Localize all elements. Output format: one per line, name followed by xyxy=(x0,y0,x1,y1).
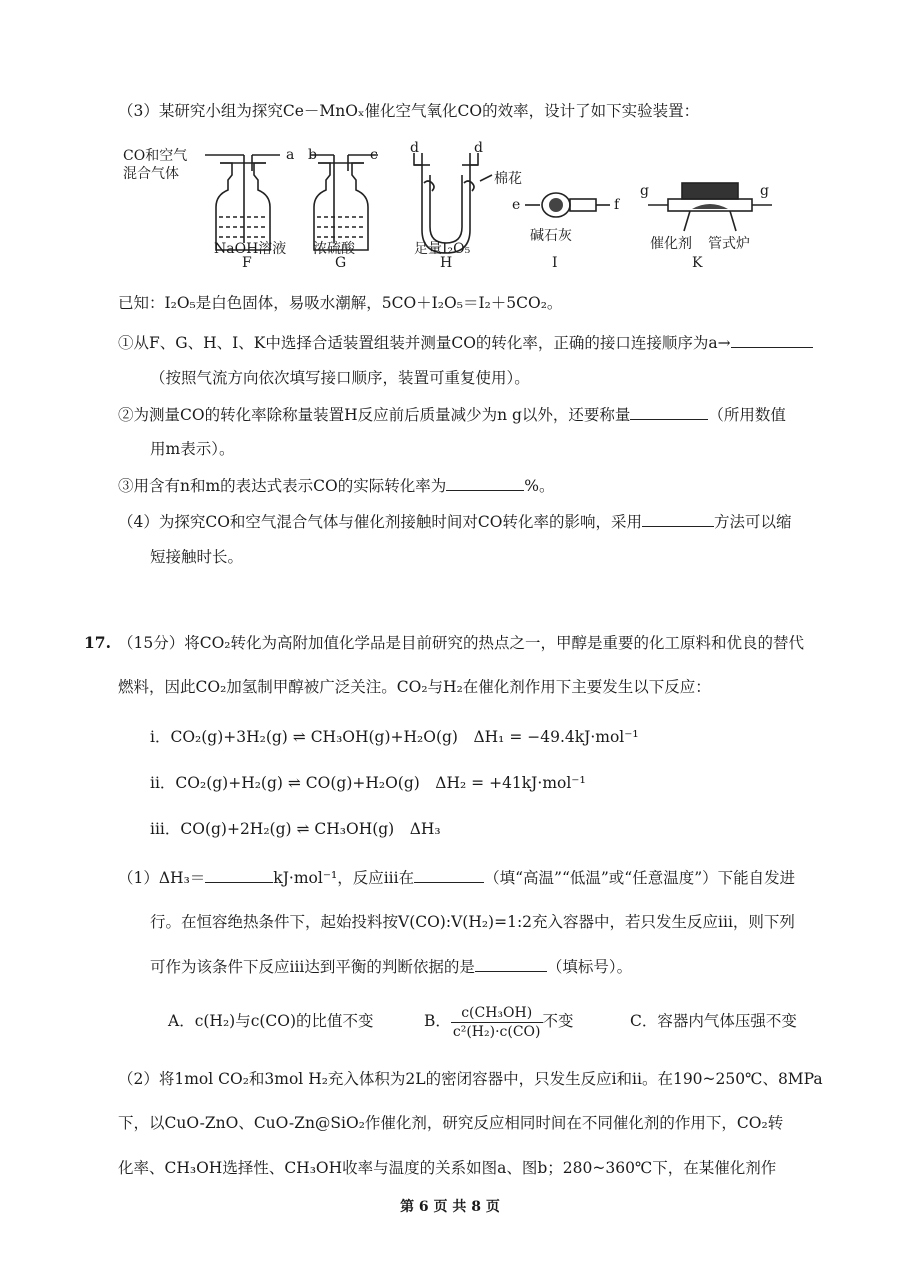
option-b-denominator: c²(H₂)·c(CO) xyxy=(452,1023,541,1040)
q17-intro-line1: （15分）将CO₂转化为高附加值化学品是目前研究的热点之一，甲醇是重要的化工原料和优良的替代 xyxy=(118,634,805,652)
H-letter: H xyxy=(440,255,453,271)
K-letter: K xyxy=(692,255,703,271)
option-b-numerator: c(CH₃OH) xyxy=(451,1004,543,1023)
option-b-prefix: B． xyxy=(424,1012,451,1030)
page-footer: 第 6 页 共 8 页 xyxy=(400,1199,500,1215)
sub1-line3-text-a: 可作为该条件下反应iii达到平衡的判断依据的是 xyxy=(150,958,475,976)
part4-text-b: 方法可以缩 xyxy=(714,513,792,531)
reaction-ii: ii．CO₂(g)+H₂(g) ⇌ CO(g)+H₂O(g) ΔH₂ = +41kJ·mol⁻¹ xyxy=(150,774,586,792)
option-b xyxy=(424,996,574,1046)
spontaneity-answer-blank[interactable] xyxy=(414,866,484,883)
reaction-i: i．CO₂(g)+3H₂(g) ⇌ CH₃OH(g)+H₂O(g) ΔH₁ = −49.4kJ·mol⁻¹ xyxy=(150,728,639,746)
option-b-suffix: 不变 xyxy=(542,1012,574,1030)
sub1-line3 xyxy=(150,955,632,978)
port-g2: g xyxy=(760,183,769,199)
sub2-line1: （2）将1mol CO₂和3mol H₂充入体积为2L的密闭容器中，只发生反应i和ii。在190~250℃、8MPa xyxy=(118,1070,823,1088)
sub1-line3-text-b: （填标号）。 xyxy=(546,958,633,976)
dh3-answer-blank[interactable] xyxy=(205,866,273,883)
port-e: e xyxy=(512,197,521,213)
sub2-line3: 化率、CH₃OH选择性、CH₃OH收率与温度的关系如图a、图b；280~360℃下，在某催化剂作 xyxy=(118,1159,777,1177)
I-content: 碱石灰 xyxy=(530,228,572,244)
sub1-text-b: kJ·mol⁻¹，反应iii在 xyxy=(273,869,415,887)
port-c: c xyxy=(370,147,378,163)
sub1-line2: 行。在恒容绝热条件下，起始投料按V(CO):V(H₂)=1:2充入容器中，若只发生反应iii，则下列 xyxy=(150,913,795,931)
port-d2: d xyxy=(474,140,483,156)
port-b: b xyxy=(308,147,317,163)
option-a: A．c(H₂)与c(CO)的比值不变 xyxy=(168,1012,374,1030)
option-c: C．容器内气体压强不变 xyxy=(630,1012,797,1030)
port-g1: g xyxy=(640,183,649,199)
part4-line1 xyxy=(118,510,792,533)
sub1-text-a: （1）ΔH₃＝ xyxy=(118,869,206,887)
F-letter: F xyxy=(242,255,252,271)
q3-text-b: %。 xyxy=(524,477,555,495)
H-content: 足量I₂O₅ xyxy=(414,241,471,257)
q2-line2: 用m表示）。 xyxy=(150,440,235,458)
q1-line2: （按照气流方向依次填写接口顺序，装置可重复使用）。 xyxy=(150,369,530,387)
q3-answer-blank[interactable] xyxy=(446,474,524,491)
q2-text-b: （所用数值 xyxy=(708,406,786,424)
part3-intro: （3）某研究小组为探究Ce－MnOₓ催化空气氧化CO的效率，设计了如下实验装置： xyxy=(118,102,700,120)
q3-line xyxy=(118,474,554,497)
sub1-text-c: （填“高温”“低温”或“任意温度”）下能自发进 xyxy=(484,869,796,887)
sub1-line1 xyxy=(118,866,795,889)
port-d1: d xyxy=(410,140,419,156)
reaction-iii: iii．CO(g)+2H₂(g) ⇌ CH₃OH(g) ΔH₃ xyxy=(150,820,441,838)
part4-line2: 短接触时长。 xyxy=(150,548,244,566)
q2-answer-blank[interactable] xyxy=(630,403,708,420)
port-a: a xyxy=(286,147,295,163)
F-content: NaOH溶液 xyxy=(214,241,287,257)
G-content: 浓硫酸 xyxy=(313,241,355,257)
K-catalyst: 催化剂 xyxy=(650,236,692,252)
q1-text: ①从F、G、H、I、K中选择合适装置组装并测量CO的转化率，正确的接口连接顺序为a→ xyxy=(118,334,731,352)
q17-intro-line2: 燃料，因此CO₂加氢制甲醇被广泛关注。CO₂与H₂在催化剂作用下主要发生以下反应： xyxy=(118,678,711,696)
q2-text-a: ②为测量CO的转化率除称量装置H反应前后质量减少为n g以外，还要称量 xyxy=(118,406,631,424)
cotton-label: 棉花 xyxy=(494,171,522,187)
inlet-label-2: 混合气体 xyxy=(123,166,179,182)
q2-line1 xyxy=(118,403,786,426)
option-b-fraction xyxy=(451,1004,543,1041)
sub2-line2: 下，以CuO-ZnO、CuO-Zn@SiO₂作催化剂，研究反应相同时间在不同催化剂的作用下，CO₂转 xyxy=(118,1114,784,1132)
G-letter: G xyxy=(335,255,347,271)
q17-number: 17. xyxy=(84,633,111,652)
part4-text-a: （4）为探究CO和空气混合气体与催化剂接触时间对CO转化率的影响，采用 xyxy=(118,513,642,531)
port-f: f xyxy=(614,197,620,213)
q1-line1 xyxy=(118,331,813,354)
K-furnace: 管式炉 xyxy=(708,236,750,252)
known-info: 已知：I₂O₅是白色固体，易吸水潮解，5CO＋I₂O₅＝I₂＋5CO₂。 xyxy=(118,294,563,312)
equilibrium-answer-blank[interactable] xyxy=(475,955,547,972)
q3-text-a: ③用含有n和m的表达式表示CO的实际转化率为 xyxy=(118,477,447,495)
I-letter: I xyxy=(552,255,558,271)
inlet-label-1: CO和空气 xyxy=(123,148,188,164)
q1-answer-blank[interactable] xyxy=(731,331,813,348)
part4-answer-blank[interactable] xyxy=(642,510,714,527)
